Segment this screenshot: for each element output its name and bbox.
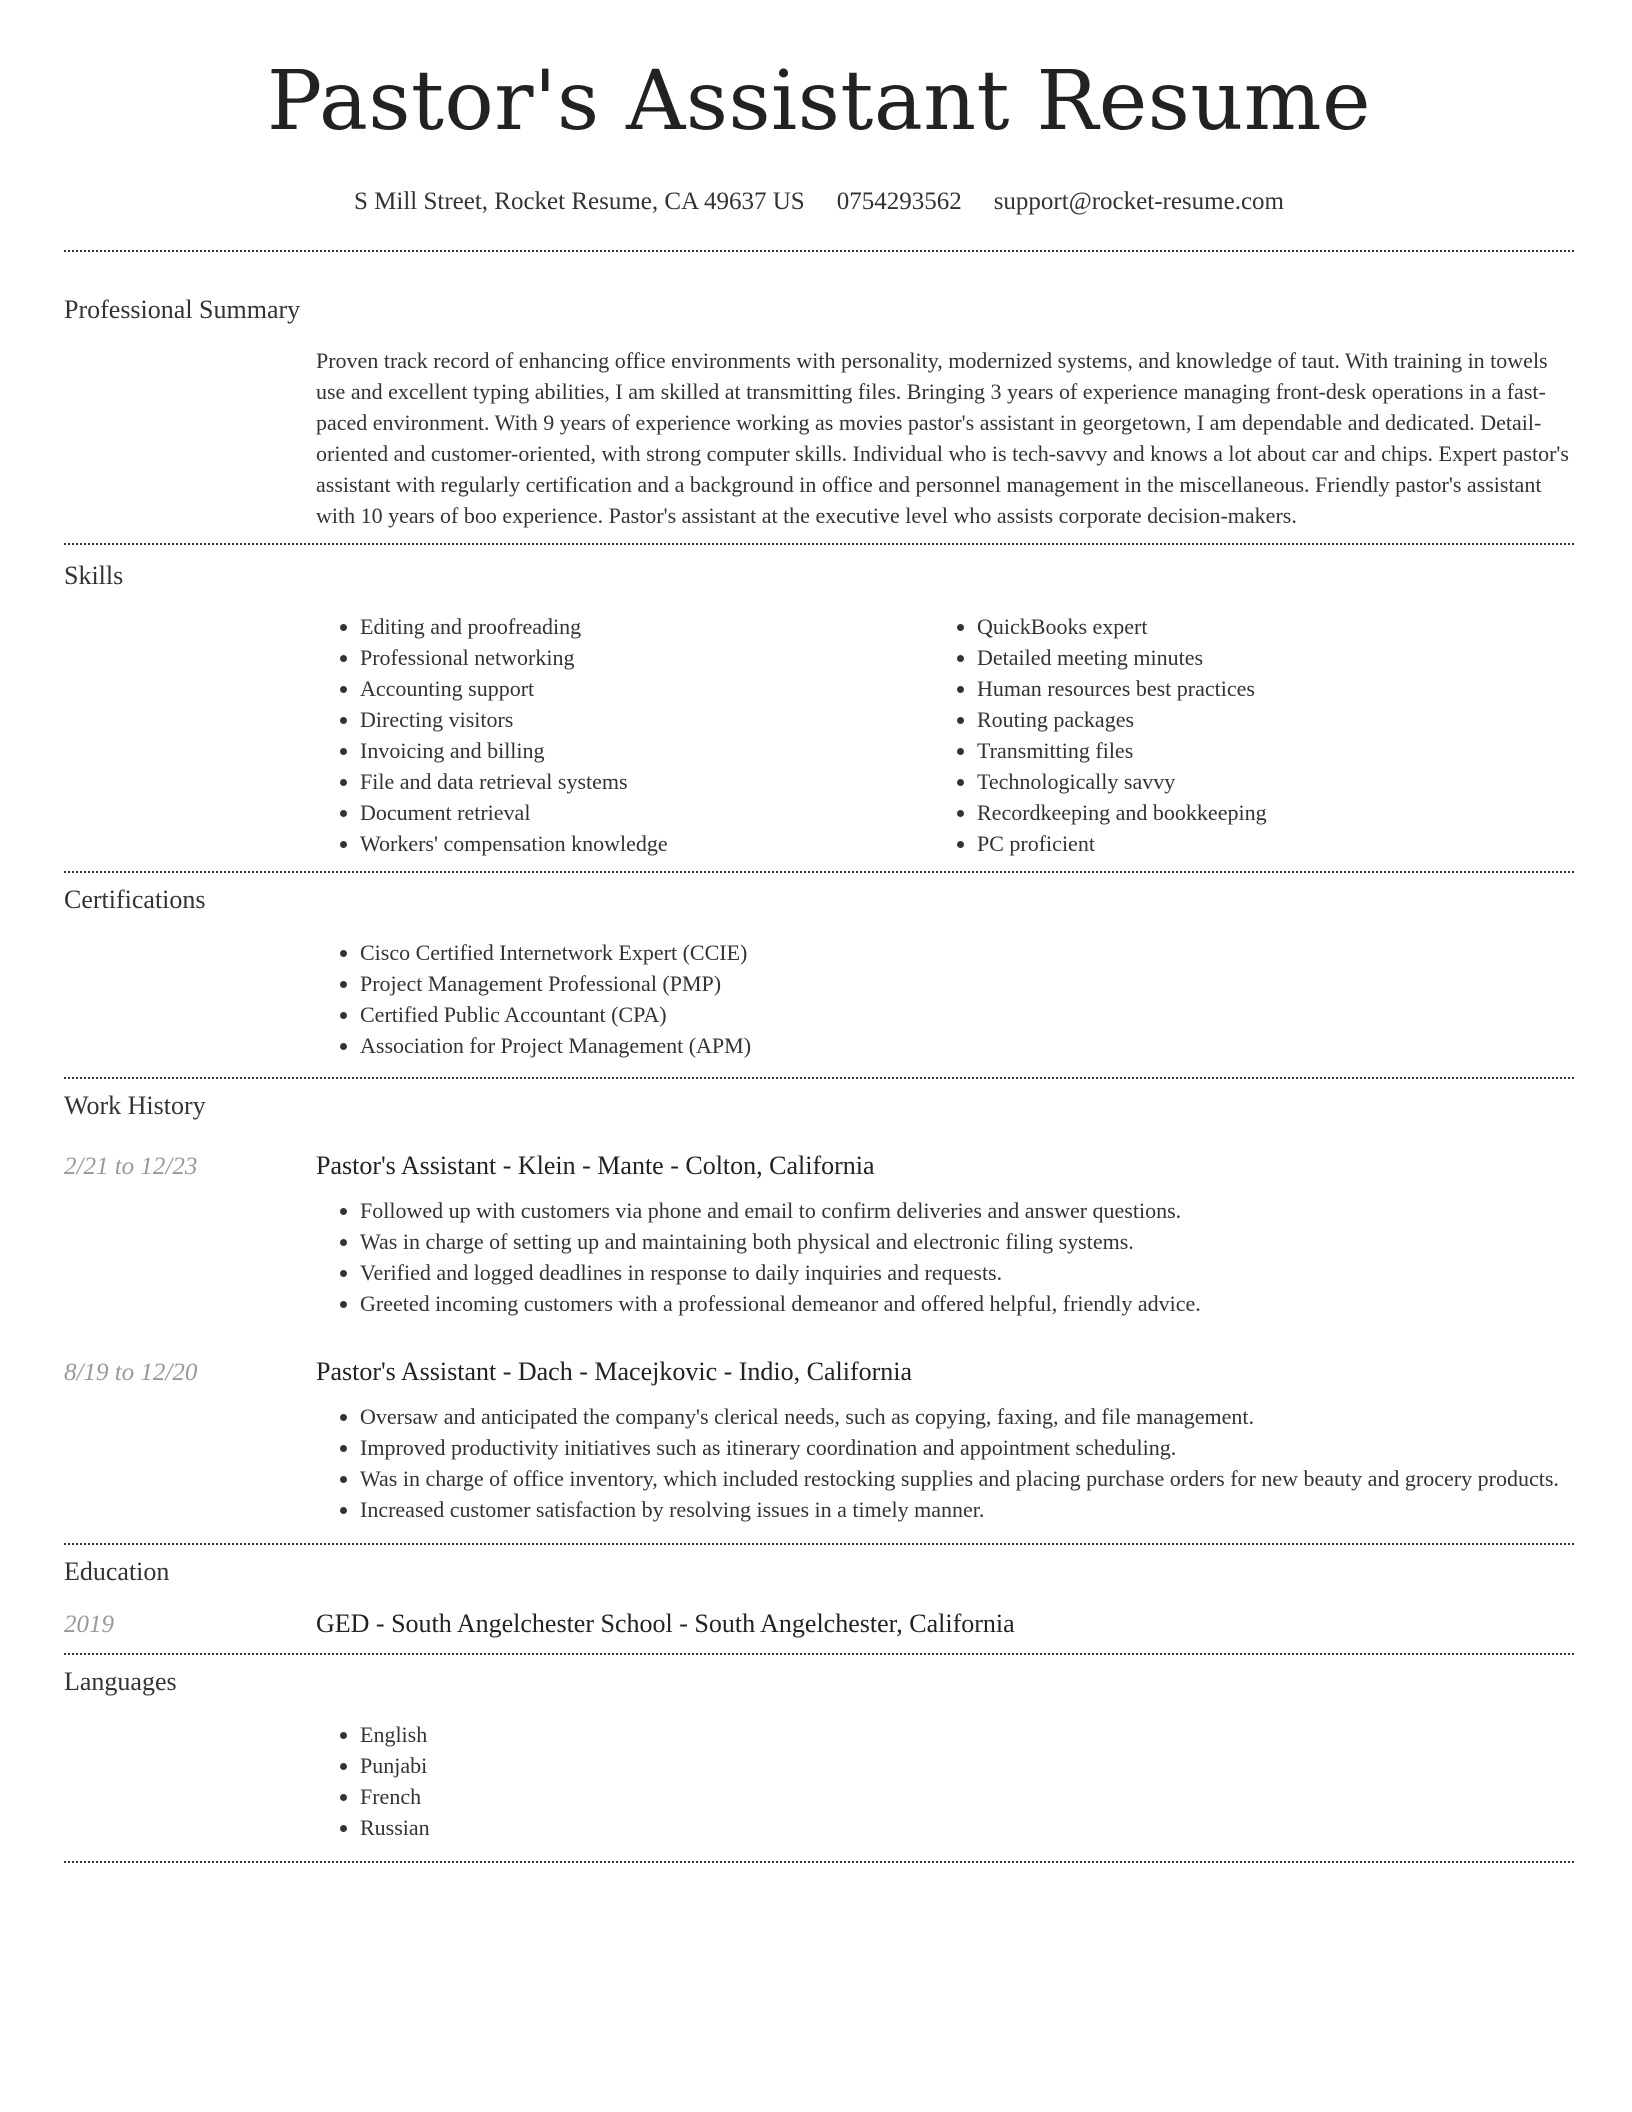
job-heading: Pastor's Assistant - Dach - Macejkovic - Indio, California: [316, 1357, 913, 1386]
email-text: support@rocket-resume.com: [993, 188, 1284, 215]
job-bullet: • Was in charge of setting up and maintaining both physical and electronic filing systems.: [360, 1226, 1574, 1257]
skill-item: • Routing packages: [977, 704, 1550, 735]
section-title-languages: Languages: [64, 1667, 177, 1696]
certification-item: • Association for Project Management (APM): [360, 1030, 1574, 1061]
summary-text: Proven track record of enhancing office environments with personality, modernized systems, and knowledge of taut. With training in towels use and excellent typing abilities, I am skilled at transmitting files. Bringing 3 years of experience managing front-desk operations in a fast-paced environment. With 9 years of experience working as movies pastor's assistant in georgetown, I am dependable and dedicated. Detail-oriented and customer-oriented, with strong computer skills. Individual who is tech-savvy and knows a lot about car and chips. Expert pastor's assistant with regularly certification and a background in office and personnel management in the miscellaneous. Friendly pastor's assistant with 10 years of boo experience. Pastor's assistant at the executive level who assists corporate decision-makers.: [316, 348, 1569, 528]
skill-item: • Human resources best practices: [977, 673, 1550, 704]
summary-section: [64, 295, 1574, 531]
divider: [64, 1077, 1574, 1079]
education-heading: GED - South Angelchester School - South Angelchester, California: [316, 1609, 1015, 1638]
skills-content: [316, 611, 1574, 859]
certification-item: • Project Management Professional (PMP): [360, 968, 1574, 999]
job-bullet: • Was in charge of office inventory, which included restocking supplies and placing purchase orders for new beauty and grocery products.: [360, 1463, 1574, 1494]
phone-text: 0754293562: [836, 188, 962, 215]
skills-section: [64, 561, 1574, 859]
job-date: 2/21 to 12/23: [64, 1153, 198, 1180]
skill-item: • PC proficient: [977, 828, 1550, 859]
resume-title: Pastor's Assistant Resume: [267, 54, 1371, 149]
job-entry: [64, 1357, 1574, 1387]
job-bullet: • Increased customer satisfaction by resolving issues in a timely manner.: [360, 1494, 1574, 1525]
divider: [64, 871, 1574, 873]
language-item: • Russian: [360, 1812, 1574, 1843]
skill-item: • Professional networking: [360, 642, 933, 673]
job-bullet: • Improved productivity initiatives such as itinerary coordination and appointment scheduling.: [360, 1432, 1574, 1463]
work-history-section: [64, 1091, 1574, 1525]
certification-item: • Cisco Certified Internetwork Expert (CCIE): [360, 937, 1574, 968]
language-item: • English: [360, 1719, 1574, 1750]
languages-content: [316, 1719, 1574, 1843]
section-title-work-history: Work History: [64, 1091, 206, 1120]
address-text: S Mill Street, Rocket Resume, CA 49637 US: [354, 188, 805, 215]
job-bullet: • Greeted incoming customers with a professional demeanor and offered helpful, friendly advice.: [360, 1288, 1574, 1319]
language-item: • French: [360, 1781, 1574, 1812]
divider: [64, 250, 1574, 252]
languages-section: [64, 1667, 1574, 1843]
skill-item: • Editing and proofreading: [360, 611, 933, 642]
skills-column-right: [933, 611, 1550, 859]
skill-item: • Workers' compensation knowledge: [360, 828, 933, 859]
job-bullet: • Followed up with customers via phone and email to confirm deliveries and answer questions.: [360, 1195, 1574, 1226]
resume-page: [64, 0, 1574, 1863]
education-entry: [64, 1609, 1574, 1639]
certification-item: • Certified Public Accountant (CPA): [360, 999, 1574, 1030]
skill-item: • Accounting support: [360, 673, 933, 704]
divider: [64, 1861, 1574, 1863]
section-title-certifications: Certifications: [64, 885, 206, 914]
skill-item: • Recordkeeping and bookkeeping: [977, 797, 1550, 828]
language-item: • Punjabi: [360, 1750, 1574, 1781]
contact-line: [64, 188, 1574, 216]
job-bullets: [316, 1195, 1574, 1319]
divider: [64, 1543, 1574, 1545]
skill-item: • QuickBooks expert: [977, 611, 1550, 642]
certifications-section: [64, 885, 1574, 1061]
skill-item: • Directing visitors: [360, 704, 933, 735]
job-date: 8/19 to 12/20: [64, 1359, 198, 1386]
skill-item: • Transmitting files: [977, 735, 1550, 766]
job-bullets: [316, 1401, 1574, 1525]
skills-column-left: [316, 611, 933, 859]
job-bullet: • Oversaw and anticipated the company's clerical needs, such as copying, faxing, and file management.: [360, 1401, 1574, 1432]
section-title-education: Education: [64, 1557, 170, 1586]
skill-item: • Detailed meeting minutes: [977, 642, 1550, 673]
divider: [64, 543, 1574, 545]
certifications-content: [316, 937, 1574, 1061]
section-title-summary: Professional Summary: [64, 295, 301, 324]
education-date: 2019: [64, 1611, 114, 1638]
section-title-skills: Skills: [64, 561, 124, 590]
skill-item: • Invoicing and billing: [360, 735, 933, 766]
job-bullet: • Verified and logged deadlines in response to daily inquiries and requests.: [360, 1257, 1574, 1288]
summary-content: [316, 345, 1574, 531]
education-section: [64, 1557, 1574, 1639]
skill-item: • Technologically savvy: [977, 766, 1550, 797]
skill-item: • File and data retrieval systems: [360, 766, 933, 797]
job-heading: Pastor's Assistant - Klein - Mante - Colton, California: [316, 1151, 875, 1180]
skill-item: • Document retrieval: [360, 797, 933, 828]
divider: [64, 1653, 1574, 1655]
job-entry: [64, 1151, 1574, 1181]
